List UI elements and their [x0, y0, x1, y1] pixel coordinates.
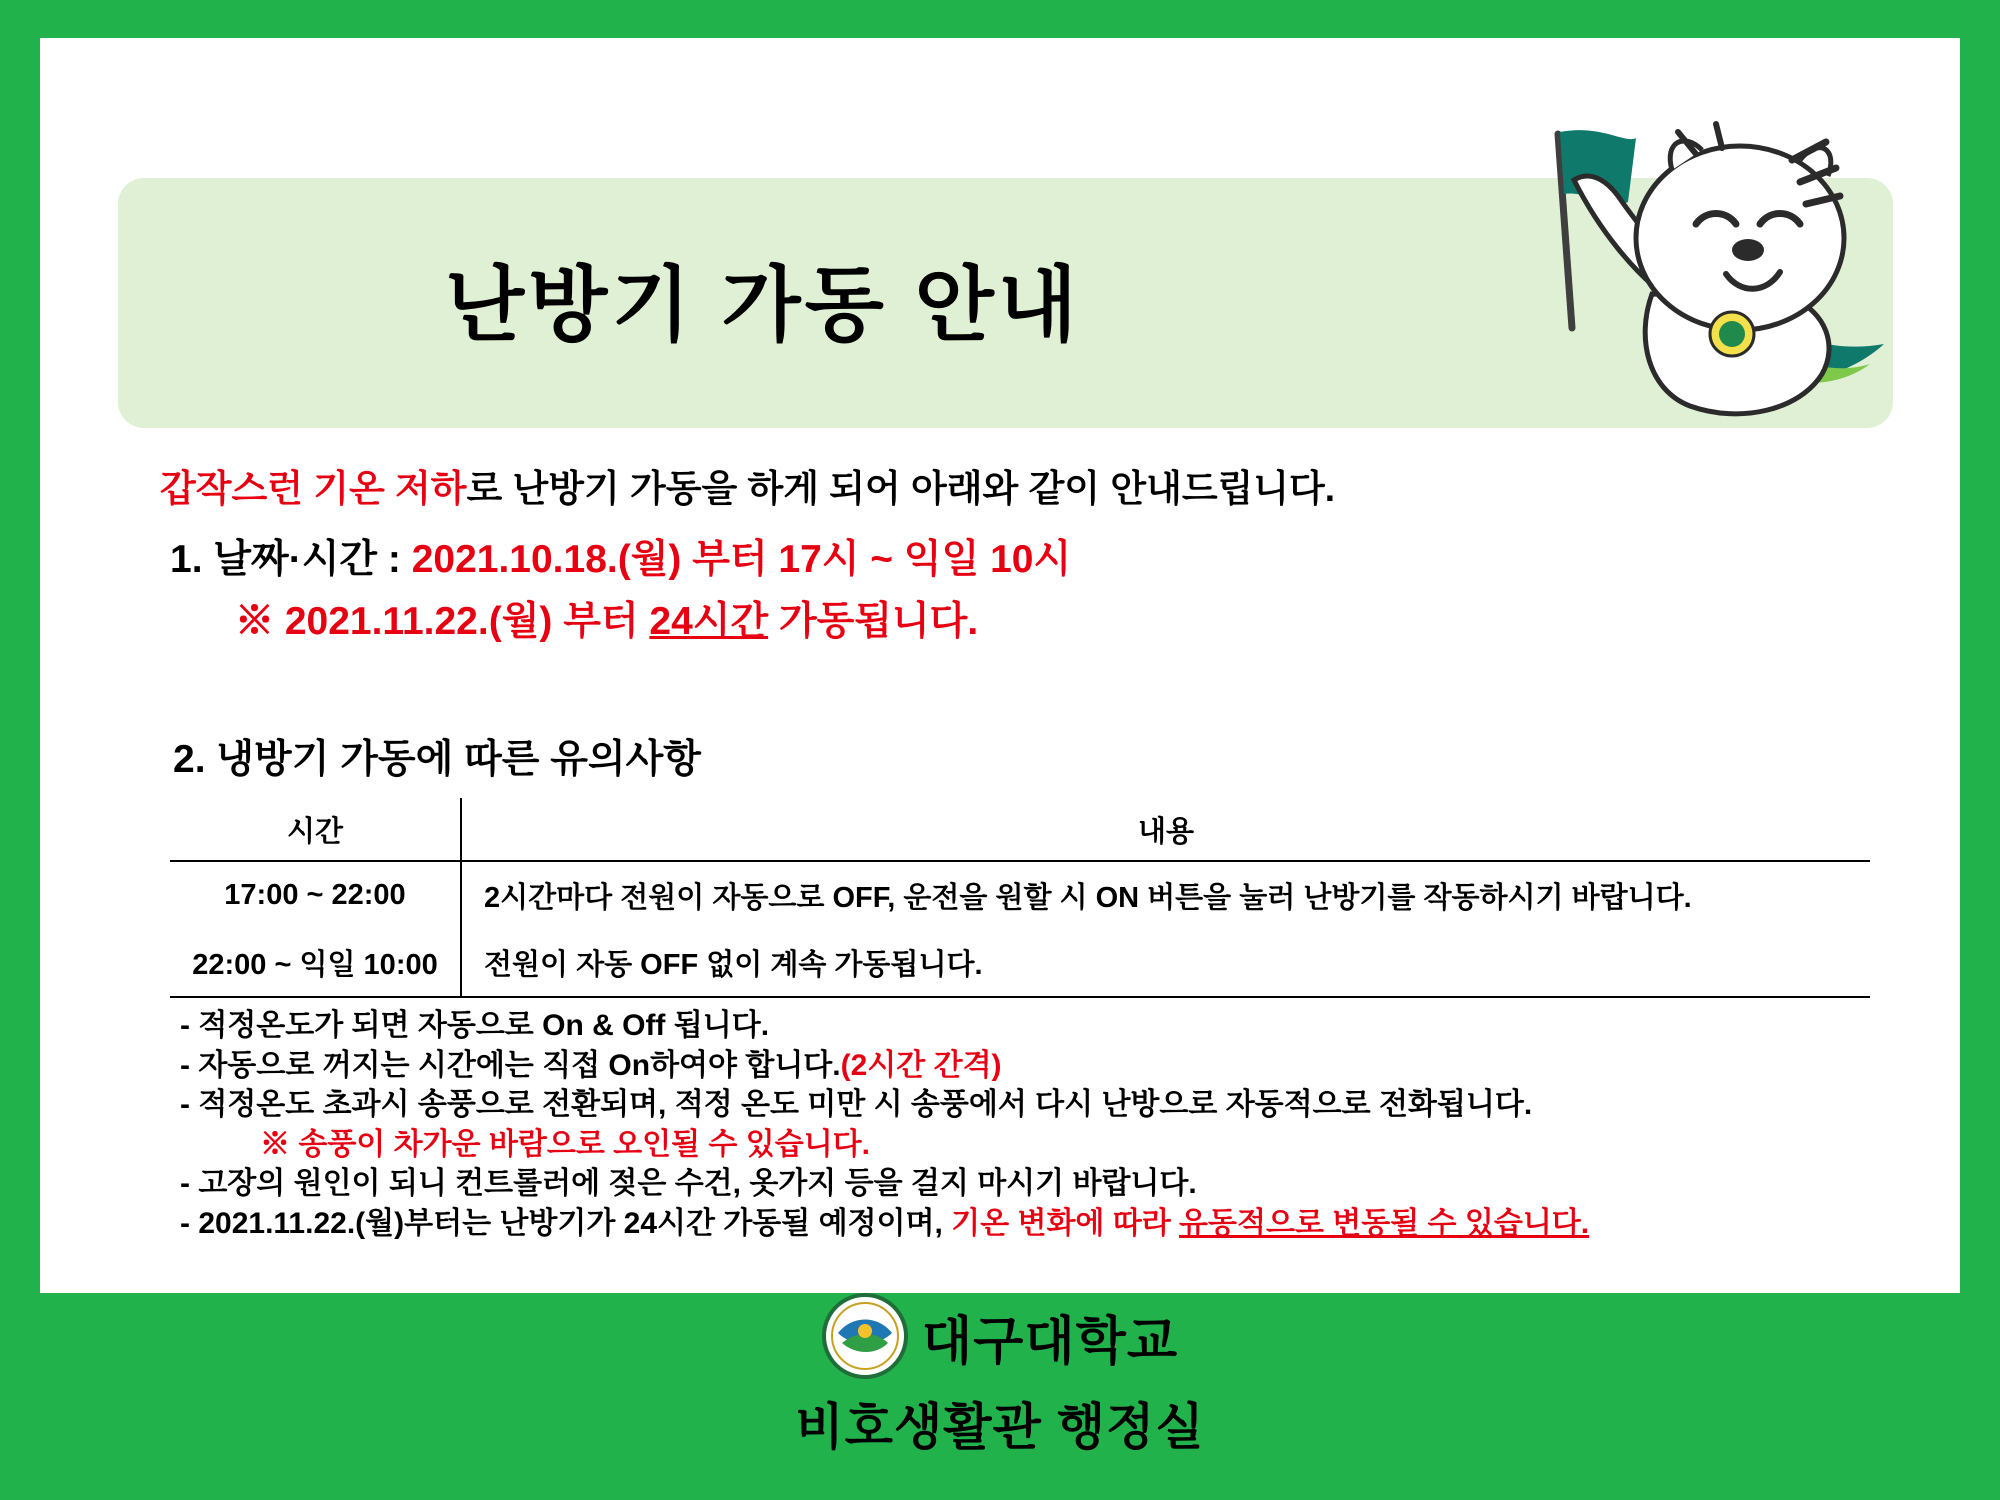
note-item: [180, 1085, 1589, 1125]
note-text: ※ 송풍이 차가운 바람으로 오인될 수 있습니다.: [260, 1127, 870, 1161]
note-red-suffix: 기온 변화에 따라: [951, 1206, 1180, 1240]
poster-card: [40, 38, 1960, 1293]
item-1-note-suffix: 가동됩니다.: [768, 600, 979, 643]
table-row: [170, 929, 1870, 997]
table-header-row: [170, 798, 1870, 861]
item-1-value: 2021.10.18.(월) 부터 17시 ~ 익일 10시: [411, 538, 1072, 581]
item-1-note-prefix: ※ 2021.11.22.(월) 부터: [235, 600, 650, 643]
item-1-label: 1. 날짜·시간 :: [170, 538, 412, 581]
table-head: [170, 798, 1870, 861]
note-text: - 자동으로 꺼지는 시간에는 직접 On하여야 합니다.: [180, 1048, 841, 1082]
item-1-line: [170, 528, 1071, 584]
table-cell-time: 17:00 ~ 22:00: [170, 861, 461, 929]
page-title: 난방기 가동 안내: [444, 260, 1082, 351]
note-item: [180, 1204, 1589, 1244]
item-2-heading: 2. 냉방기 가동에 따른 유의사항: [173, 738, 701, 781]
note-item: [180, 1006, 1589, 1046]
table-cell-desc: 2시간마다 전원이 자동으로 OFF, 운전을 원할 시 ON 버튼을 눌러 난방기를 작동하시기 바랍니다.: [484, 882, 1692, 914]
note-text: - 고장의 원인이 되니 컨트롤러에 젖은 수건, 옷가지 등을 걸지 마시기 바랍니다.: [180, 1167, 1197, 1201]
note-item-warning: [180, 1125, 1589, 1165]
item-1-note: [235, 590, 978, 646]
note-text: - 적정온도가 되면 자동으로 On & Off 됩니다.: [180, 1009, 770, 1042]
table-row: [170, 861, 1870, 929]
university-emblem-icon: [822, 1293, 908, 1379]
lead-rest: 로 난방기 가동을 하게 되어 아래와 같이 안내드립니다.: [466, 468, 1336, 509]
note-red-underline: 유동적으로 변동될 수 있습니다.: [1179, 1206, 1590, 1240]
note-item: [180, 1164, 1589, 1204]
footer-university-row: [0, 1293, 2000, 1379]
schedule-table: [170, 798, 1870, 998]
footer: [0, 1293, 2000, 1459]
table-body: [170, 861, 1870, 997]
lead-highlight: 갑작스런 기온 저하: [160, 468, 467, 509]
note-text: - 2021.11.22.(월)부터는 난방기가 24시간 가동될 예정이며,: [180, 1206, 952, 1240]
table-cell-desc: 전원이 자동 OFF 없이 계속 가동됩니다.: [461, 929, 1870, 997]
note-item: [180, 1046, 1589, 1086]
table-cell-time: 22:00 ~ 익일 10:00: [170, 929, 461, 997]
notes-list: [180, 1006, 1589, 1244]
item-1-note-underlined: 24시간: [649, 600, 769, 643]
lead-sentence: [160, 458, 1335, 512]
note-red-suffix: (2시간 간격): [840, 1048, 1002, 1082]
note-text: - 적정온도 초과시 송풍으로 전환되며, 적정 온도 미만 시 송풍에서 다시 난방으로 자동적으로 전화됩니다.: [180, 1088, 1533, 1122]
table-header-content: 내용: [1137, 815, 1195, 848]
title-banner: [118, 178, 1893, 428]
table-header-time: 시간: [170, 798, 461, 861]
department-name: 비호생활관 행정실: [795, 1399, 1205, 1455]
university-name: 대구대학교: [921, 1312, 1179, 1371]
